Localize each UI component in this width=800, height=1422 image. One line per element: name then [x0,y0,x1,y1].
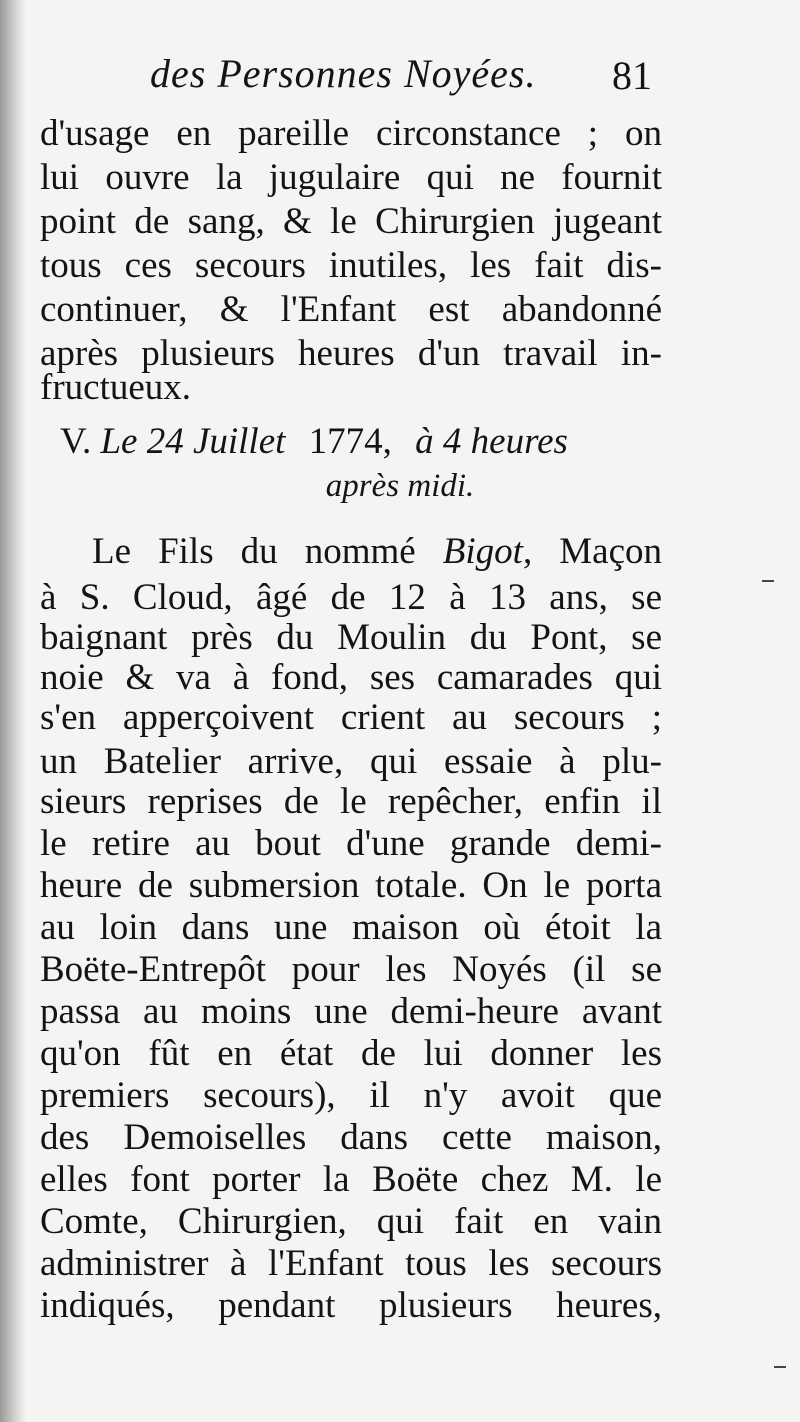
text-line: administrer à l'Enfant tous les secours [40,1243,662,1284]
text-line: indiqués, pendant plusieurs heures, [40,1285,662,1326]
text-line: tous ces secours inutiles, les fait dis- [40,245,662,286]
text-line: des Demoiselles dans cette maison, [40,1117,662,1158]
section-number: V. [60,421,92,462]
margin-mark [762,580,774,582]
text-line: s'en apperçoivent crient au secours ; [40,697,662,738]
text-line: elles font porter la Boëte chez M. le [40,1159,662,1200]
text-line: au loin dans une maison où étoit la [40,907,662,948]
text-line: Boëte-Entrepôt pour les Noyés (il se [40,949,662,990]
text-fragment: , Maçon [522,531,663,572]
page-number: 81 [612,53,652,98]
person-name: Bigot [442,531,523,572]
text-line: baignant près du Moulin du Pont, se [40,617,662,658]
text-line: fructueux. [40,367,192,408]
text-line: premiers secours), il n'y avoit que [40,1075,662,1116]
text-line: après plusieurs heures d'un travail in- [40,333,662,374]
running-title: des Personnes Noyées. [150,51,537,96]
section-time: à 4 heures [415,421,568,462]
section-heading [60,420,660,464]
text-line: heure de submersion totale. On le porta [40,865,662,906]
text-line: Comte, Chirurgien, qui fait en vain [40,1201,662,1242]
text-line: passa au moins une demi-heure avant [40,991,662,1032]
page-gutter-shadow [0,0,26,1422]
text-line: le retire au bout d'une grande demi- [40,823,662,864]
text-line: à S. Cloud, âgé de 12 à 13 ans, se [40,577,662,618]
text-line: lui ouvre la jugulaire qui ne fournit [40,157,662,198]
section-year: 1774, [308,421,392,462]
text-line: continuer, & l'Enfant est abandonné [40,289,662,330]
text-line: point de sang, & le Chirurgien jugeant [40,201,662,242]
section-heading-continued: après midi. [325,468,475,504]
section-date: Le 24 Juillet [100,421,286,462]
text-line: d'usage en pareille circonstance ; on [40,113,662,154]
text-line: un Batelier arrive, qui essaie à plu- [40,741,662,782]
margin-mark [774,1366,786,1368]
text-line: qu'on fût en état de lui donner les [40,1033,662,1074]
text-line: noie & va à fond, ses camarades qui [40,657,662,698]
text-fragment: Le Fils du nommé [92,531,416,572]
text-line: sieurs reprises de le repêcher, enfin il [40,781,662,822]
text-line [92,530,662,574]
